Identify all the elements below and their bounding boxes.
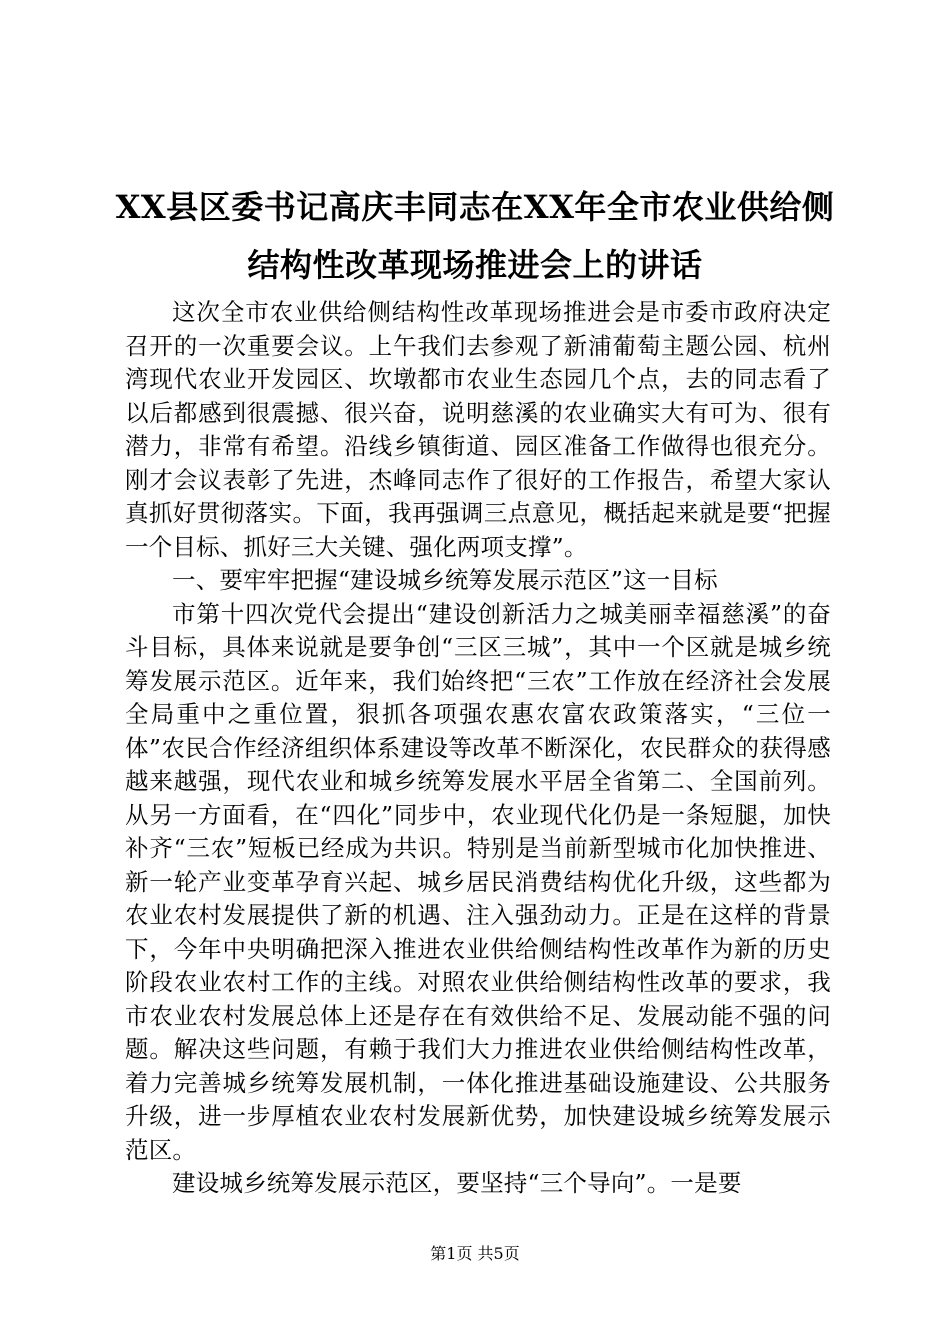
section-heading-1: 一、要牢牢把握“建设城乡统筹发展示范区”这一目标 — [172, 566, 718, 594]
document-body — [125, 296, 831, 1201]
paragraph-intro: 这次全市农业供给侧结构性改革现场推进会是市委市政府决定召开的一次重要会议。上午我们去参观了新浦葡萄主题公园、杭州湾现代农业开发园区、坎墩都市农业生态园几个点，去的同志看了以后都感到很震撼、很兴奋，说明慈溪的农业确实大有可为、很有潜力，非常有希望。沿线乡镇街道、园区准备工作做得也很充分。刚才会议表彰了先进，杰峰同志作了很好的工作报告，希望大家认真抓好贯彻落实。下面，我再强调三点意见，概括起来就是要“把握一个目标、抓好三大关键、强化两项支撑”。 — [125, 298, 831, 561]
paragraph-three-orientations: 建设城乡统筹发展示范区，要坚持“三个导向”。一是要 — [172, 1169, 742, 1197]
page-footer: 第1页 共5页 — [430, 1244, 520, 1263]
paragraph-section-1: 市第十四次党代会提出“建设创新活力之城美丽幸福慈溪”的奋斗目标，具体来说就是要争创“三区三城”，其中一个区就是城乡统筹发展示范区。近年来，我们始终把“三农”工作放在经济社会发展全局重中之重位置，狠抓各项强农惠农富农政策落实，“三位一体”农民合作经济组织体系建设等改革不断深化，农民群众的获得感越来越强，现代农业和城乡统筹发展水平居全省第二、全国前列。从另一方面看，在“四化”同步中，农业现代化仍是一条短腿，加快补齐“三农”短板已经成为共识。特别是当前新型城市化加快推进、新一轮产业变革孕育兴起、城乡居民消费结构优化升级，这些都为农业农村发展提供了新的机遇、注入强劲动力。正是在这样的背景下，今年中央明确把深入推进农业供给侧结构性改革作为新的历史阶段农业农村工作的主线。对照农业供给侧结构性改革的要求，我市农业农村发展总体上还是存在有效供给不足、发展动能不强的问题。解决这些问题，有赖于我们大力推进农业供给侧结构性改革，着力完善城乡统筹发展机制，一体化推进基础设施建设、公共服务升级，进一步厚植农业农村发展新优势，加快建设城乡统筹发展示范区。 — [125, 599, 831, 1164]
document-title: XX县区委书记高庆丰同志在XX年全市农业供给侧结构性改革现场推进会上的讲话 — [115, 188, 835, 284]
